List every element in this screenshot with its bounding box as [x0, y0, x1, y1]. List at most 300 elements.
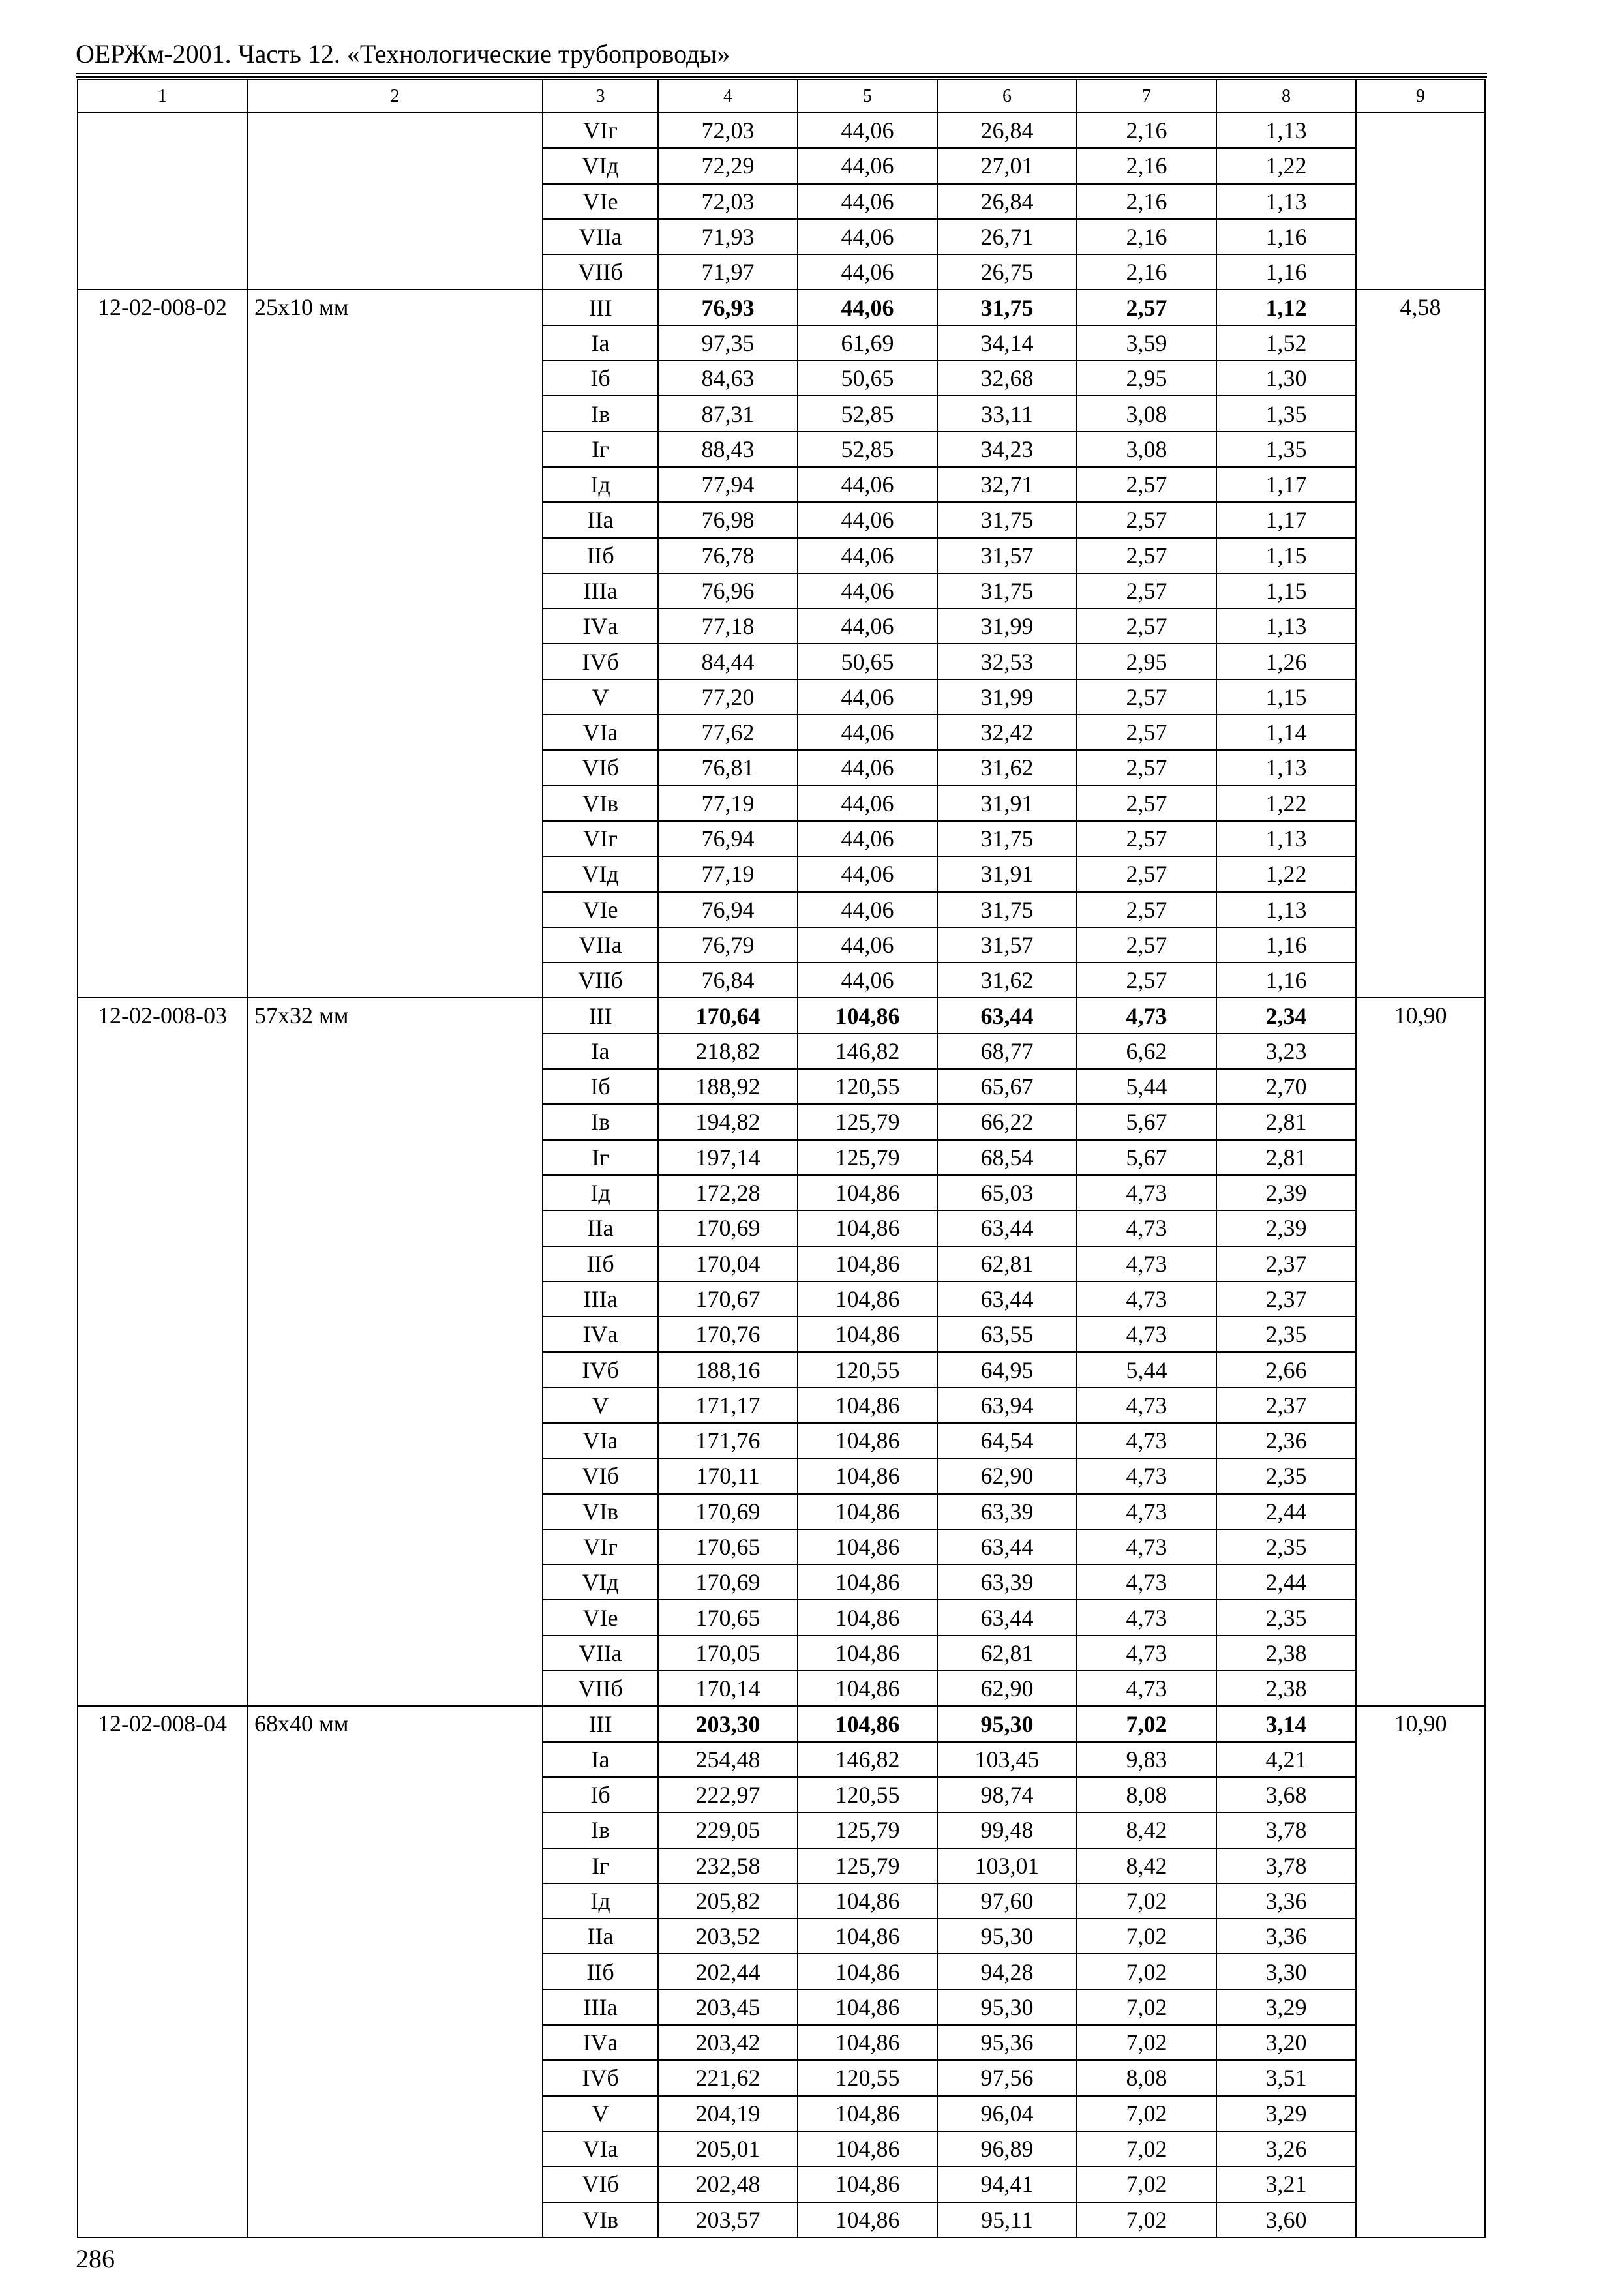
- value-cell: 2,44: [1216, 1564, 1356, 1600]
- region-code: Iг: [543, 1140, 658, 1175]
- value-cell: 2,35: [1216, 1317, 1356, 1352]
- value-cell: 63,55: [937, 1317, 1077, 1352]
- value-cell: 1,26: [1216, 644, 1356, 679]
- value-cell: 9,83: [1077, 1742, 1216, 1777]
- value-cell: 7,02: [1077, 1954, 1216, 1989]
- value-cell: 3,51: [1216, 2060, 1356, 2095]
- value-cell: 31,62: [937, 750, 1077, 785]
- value-cell: 71,93: [658, 219, 798, 254]
- region-code: IIIа: [543, 573, 658, 608]
- value-cell: 104,86: [798, 1494, 937, 1529]
- value-cell: 2,37: [1216, 1281, 1356, 1317]
- value-cell: 31,91: [937, 856, 1077, 891]
- value-cell: 1,35: [1216, 396, 1356, 431]
- value-cell: 95,36: [937, 2025, 1077, 2060]
- region-code: IIа: [543, 502, 658, 537]
- value-cell: 170,05: [658, 1636, 798, 1671]
- value-cell: 218,82: [658, 1034, 798, 1069]
- region-code: VIе: [543, 1600, 658, 1635]
- value-cell: 50,65: [798, 644, 937, 679]
- value-cell: 8,42: [1077, 1812, 1216, 1848]
- column-number: 8: [1216, 80, 1356, 113]
- value-cell: 44,06: [798, 573, 937, 608]
- value-cell: 31,91: [937, 786, 1077, 821]
- value-cell: 2,57: [1077, 538, 1216, 573]
- column-number: 6: [937, 80, 1077, 113]
- region-code: Iд: [543, 467, 658, 502]
- value-cell: 5,67: [1077, 1140, 1216, 1175]
- value-cell: 44,06: [798, 502, 937, 537]
- region-code: VIа: [543, 1423, 658, 1458]
- value-cell: 2,35: [1216, 1600, 1356, 1635]
- value-cell: 2,37: [1216, 1388, 1356, 1423]
- column-9-value: [1356, 113, 1485, 290]
- pipe-size: 25х10 мм: [247, 290, 543, 998]
- value-cell: 7,02: [1077, 2202, 1216, 2237]
- value-cell: 44,06: [798, 821, 937, 856]
- value-cell: 203,30: [658, 1706, 798, 1741]
- value-cell: 171,17: [658, 1388, 798, 1423]
- value-cell: 68,54: [937, 1140, 1077, 1175]
- value-cell: 52,85: [798, 432, 937, 467]
- value-cell: 229,05: [658, 1812, 798, 1848]
- value-cell: 7,02: [1077, 2166, 1216, 2202]
- value-cell: 96,04: [937, 2096, 1077, 2131]
- value-cell: 103,45: [937, 1742, 1077, 1777]
- value-cell: 1,17: [1216, 502, 1356, 537]
- page-number: 286: [76, 2244, 115, 2273]
- value-cell: 44,06: [798, 856, 937, 891]
- value-cell: 2,16: [1077, 254, 1216, 290]
- value-cell: 4,73: [1077, 1175, 1216, 1210]
- pipe-size: [247, 113, 543, 290]
- value-cell: 2,16: [1077, 113, 1216, 148]
- region-code: IVа: [543, 1317, 658, 1352]
- value-cell: 2,39: [1216, 1210, 1356, 1246]
- value-cell: 84,63: [658, 361, 798, 396]
- value-cell: 188,16: [658, 1352, 798, 1387]
- region-code: VIIа: [543, 927, 658, 963]
- value-cell: 2,16: [1077, 219, 1216, 254]
- region-code: VIIб: [543, 963, 658, 998]
- value-cell: 8,42: [1077, 1848, 1216, 1883]
- value-cell: 125,79: [798, 1104, 937, 1139]
- value-cell: 34,14: [937, 325, 1077, 361]
- value-cell: 104,86: [798, 1919, 937, 1954]
- value-cell: 31,57: [937, 538, 1077, 573]
- region-code: VIе: [543, 184, 658, 219]
- region-code: IVб: [543, 644, 658, 679]
- region-code: VIIб: [543, 254, 658, 290]
- value-cell: 63,44: [937, 998, 1077, 1033]
- value-cell: 77,19: [658, 856, 798, 891]
- value-cell: 52,85: [798, 396, 937, 431]
- value-cell: 202,44: [658, 1954, 798, 1989]
- value-cell: 2,57: [1077, 608, 1216, 644]
- value-cell: 31,75: [937, 892, 1077, 927]
- value-cell: 95,11: [937, 2202, 1077, 2237]
- region-code: VIг: [543, 821, 658, 856]
- column-number: 2: [247, 80, 543, 113]
- value-cell: 1,15: [1216, 538, 1356, 573]
- value-cell: 3,26: [1216, 2131, 1356, 2166]
- column-number: 9: [1356, 80, 1485, 113]
- table-body: [78, 80, 1485, 2237]
- header-rule: [76, 76, 1487, 78]
- region-code: IIа: [543, 1919, 658, 1954]
- value-cell: 26,75: [937, 254, 1077, 290]
- value-cell: 32,71: [937, 467, 1077, 502]
- value-cell: 66,22: [937, 1104, 1077, 1139]
- value-cell: 104,86: [798, 1990, 937, 2025]
- value-cell: 72,03: [658, 184, 798, 219]
- value-cell: 2,70: [1216, 1069, 1356, 1104]
- value-cell: 76,94: [658, 892, 798, 927]
- value-cell: 63,44: [937, 1529, 1077, 1564]
- value-cell: 1,17: [1216, 467, 1356, 502]
- value-cell: 1,35: [1216, 432, 1356, 467]
- pipe-size: 68х40 мм: [247, 1706, 543, 2237]
- region-code: VIв: [543, 786, 658, 821]
- value-cell: 95,30: [937, 1919, 1077, 1954]
- value-cell: 2,81: [1216, 1140, 1356, 1175]
- value-cell: 95,30: [937, 1706, 1077, 1741]
- value-cell: 3,23: [1216, 1034, 1356, 1069]
- region-code: VIв: [543, 1494, 658, 1529]
- region-code: VIIа: [543, 1636, 658, 1671]
- value-cell: 2,35: [1216, 1529, 1356, 1564]
- region-code: VIг: [543, 113, 658, 148]
- value-cell: 63,44: [937, 1281, 1077, 1317]
- value-cell: 31,99: [937, 608, 1077, 644]
- value-cell: 26,84: [937, 184, 1077, 219]
- value-cell: 2,39: [1216, 1175, 1356, 1210]
- value-cell: 32,68: [937, 361, 1077, 396]
- value-cell: 104,86: [798, 1388, 937, 1423]
- value-cell: 94,28: [937, 1954, 1077, 1989]
- value-cell: 5,44: [1077, 1069, 1216, 1104]
- value-cell: 65,67: [937, 1069, 1077, 1104]
- value-cell: 44,06: [798, 963, 937, 998]
- value-cell: 44,06: [798, 290, 937, 325]
- column-number: 5: [798, 80, 937, 113]
- value-cell: 2,34: [1216, 998, 1356, 1033]
- table-row: [78, 998, 1485, 1033]
- value-cell: 3,36: [1216, 1919, 1356, 1954]
- value-cell: 44,06: [798, 467, 937, 502]
- value-cell: 104,86: [798, 2131, 937, 2166]
- value-cell: 1,22: [1216, 148, 1356, 183]
- value-cell: 5,67: [1077, 1104, 1216, 1139]
- value-cell: 4,73: [1077, 1281, 1216, 1317]
- region-code: IIIа: [543, 1990, 658, 2025]
- value-cell: 197,14: [658, 1140, 798, 1175]
- region-code: Iа: [543, 1034, 658, 1069]
- table-row: [78, 290, 1485, 325]
- region-code: IIб: [543, 1954, 658, 1989]
- value-cell: 95,30: [937, 1990, 1077, 2025]
- region-code: VIв: [543, 2202, 658, 2237]
- value-cell: 44,06: [798, 786, 937, 821]
- region-code: Iв: [543, 396, 658, 431]
- value-cell: 2,44: [1216, 1494, 1356, 1529]
- region-code: VIа: [543, 2131, 658, 2166]
- value-cell: 1,15: [1216, 573, 1356, 608]
- value-cell: 1,16: [1216, 963, 1356, 998]
- value-cell: 44,06: [798, 219, 937, 254]
- value-cell: 1,15: [1216, 680, 1356, 715]
- value-cell: 32,53: [937, 644, 1077, 679]
- value-cell: 104,86: [798, 1883, 937, 1919]
- value-cell: 2,57: [1077, 467, 1216, 502]
- value-cell: 7,02: [1077, 1919, 1216, 1954]
- region-code: V: [543, 680, 658, 715]
- value-cell: 3,14: [1216, 1706, 1356, 1741]
- region-code: III: [543, 290, 658, 325]
- value-cell: 203,45: [658, 1990, 798, 2025]
- value-cell: 76,94: [658, 821, 798, 856]
- value-cell: 2,57: [1077, 290, 1216, 325]
- value-cell: 34,23: [937, 432, 1077, 467]
- value-cell: 125,79: [798, 1140, 937, 1175]
- value-cell: 202,48: [658, 2166, 798, 2202]
- value-cell: 2,37: [1216, 1246, 1356, 1281]
- value-cell: 26,84: [937, 113, 1077, 148]
- value-cell: 3,20: [1216, 2025, 1356, 2060]
- value-cell: 76,98: [658, 502, 798, 537]
- table-row: [78, 1706, 1485, 1741]
- value-cell: 170,04: [658, 1246, 798, 1281]
- value-cell: 1,13: [1216, 821, 1356, 856]
- value-cell: 2,57: [1077, 502, 1216, 537]
- value-cell: 3,68: [1216, 1777, 1356, 1812]
- value-cell: 1,13: [1216, 113, 1356, 148]
- column-number: 3: [543, 80, 658, 113]
- value-cell: 203,52: [658, 1919, 798, 1954]
- value-cell: 146,82: [798, 1742, 937, 1777]
- value-cell: 4,73: [1077, 1600, 1216, 1635]
- column-9-value: 10,90: [1356, 998, 1485, 1706]
- value-cell: 7,02: [1077, 2131, 1216, 2166]
- value-cell: 44,06: [798, 927, 937, 963]
- value-cell: 3,29: [1216, 1990, 1356, 2025]
- value-cell: 77,18: [658, 608, 798, 644]
- value-cell: 3,08: [1077, 432, 1216, 467]
- value-cell: 203,57: [658, 2202, 798, 2237]
- value-cell: 62,90: [937, 1458, 1077, 1493]
- value-cell: 76,84: [658, 963, 798, 998]
- value-cell: 120,55: [798, 2060, 937, 2095]
- value-cell: 254,48: [658, 1742, 798, 1777]
- value-cell: 63,44: [937, 1600, 1077, 1635]
- value-cell: 2,57: [1077, 715, 1216, 750]
- value-cell: 170,67: [658, 1281, 798, 1317]
- value-cell: 2,16: [1077, 148, 1216, 183]
- column-9-value: 10,90: [1356, 1706, 1485, 2237]
- region-code: Iб: [543, 1069, 658, 1104]
- value-cell: 4,21: [1216, 1742, 1356, 1777]
- rates-table: [77, 79, 1486, 2238]
- region-code: Iв: [543, 1812, 658, 1848]
- column-number: 4: [658, 80, 798, 113]
- value-cell: 2,57: [1077, 680, 1216, 715]
- value-cell: 1,16: [1216, 219, 1356, 254]
- value-cell: 63,94: [937, 1388, 1077, 1423]
- value-cell: 170,69: [658, 1210, 798, 1246]
- value-cell: 76,78: [658, 538, 798, 573]
- value-cell: 72,29: [658, 148, 798, 183]
- value-cell: 1,12: [1216, 290, 1356, 325]
- value-cell: 31,75: [937, 502, 1077, 537]
- region-code: IIб: [543, 538, 658, 573]
- value-cell: 5,44: [1077, 1352, 1216, 1387]
- value-cell: 97,56: [937, 2060, 1077, 2095]
- value-cell: 2,38: [1216, 1636, 1356, 1671]
- header-rule: [76, 73, 1487, 74]
- value-cell: 104,86: [798, 2096, 937, 2131]
- value-cell: 31,99: [937, 680, 1077, 715]
- value-cell: 44,06: [798, 148, 937, 183]
- value-cell: 232,58: [658, 1848, 798, 1883]
- value-cell: 1,13: [1216, 750, 1356, 785]
- value-cell: 170,69: [658, 1494, 798, 1529]
- value-cell: 104,86: [798, 2166, 937, 2202]
- region-code: VIд: [543, 148, 658, 183]
- value-cell: 120,55: [798, 1777, 937, 1812]
- value-cell: 76,96: [658, 573, 798, 608]
- value-cell: 2,57: [1077, 892, 1216, 927]
- value-cell: 4,73: [1077, 1671, 1216, 1706]
- region-code: Iв: [543, 1104, 658, 1139]
- value-cell: 62,90: [937, 1671, 1077, 1706]
- value-cell: 68,77: [937, 1034, 1077, 1069]
- value-cell: 2,57: [1077, 856, 1216, 891]
- value-cell: 125,79: [798, 1812, 937, 1848]
- region-code: VIб: [543, 2166, 658, 2202]
- value-cell: 31,62: [937, 963, 1077, 998]
- value-cell: 104,86: [798, 2025, 937, 2060]
- value-cell: 170,64: [658, 998, 798, 1033]
- value-cell: 3,78: [1216, 1812, 1356, 1848]
- value-cell: 125,79: [798, 1848, 937, 1883]
- value-cell: 1,30: [1216, 361, 1356, 396]
- region-code: IVб: [543, 1352, 658, 1387]
- value-cell: 170,14: [658, 1671, 798, 1706]
- value-cell: 4,73: [1077, 1388, 1216, 1423]
- value-cell: 205,82: [658, 1883, 798, 1919]
- value-cell: 4,73: [1077, 1246, 1216, 1281]
- value-cell: 188,92: [658, 1069, 798, 1104]
- value-cell: 7,02: [1077, 2096, 1216, 2131]
- value-cell: 2,95: [1077, 644, 1216, 679]
- value-cell: 203,42: [658, 2025, 798, 2060]
- value-cell: 104,86: [798, 1529, 937, 1564]
- column-number: 1: [78, 80, 247, 113]
- value-cell: 63,39: [937, 1564, 1077, 1600]
- value-cell: 77,19: [658, 786, 798, 821]
- region-code: VIе: [543, 892, 658, 927]
- value-cell: 120,55: [798, 1352, 937, 1387]
- value-cell: 170,65: [658, 1529, 798, 1564]
- value-cell: 204,19: [658, 2096, 798, 2131]
- value-cell: 1,13: [1216, 608, 1356, 644]
- table-row: [78, 113, 1485, 148]
- page-header: ОЕРЖм-2001. Часть 12. «Технологические трубопроводы»: [76, 39, 730, 68]
- value-cell: 170,76: [658, 1317, 798, 1352]
- value-cell: 33,11: [937, 396, 1077, 431]
- region-code: IIб: [543, 1246, 658, 1281]
- value-cell: 4,73: [1077, 1636, 1216, 1671]
- value-cell: 104,86: [798, 1636, 937, 1671]
- value-cell: 104,86: [798, 1706, 937, 1741]
- value-cell: 77,20: [658, 680, 798, 715]
- value-cell: 104,86: [798, 998, 937, 1033]
- region-code: Iд: [543, 1883, 658, 1919]
- value-cell: 44,06: [798, 254, 937, 290]
- value-cell: 2,81: [1216, 1104, 1356, 1139]
- value-cell: 50,65: [798, 361, 937, 396]
- value-cell: 7,02: [1077, 1883, 1216, 1919]
- value-cell: 96,89: [937, 2131, 1077, 2166]
- region-code: VIIа: [543, 219, 658, 254]
- value-cell: 221,62: [658, 2060, 798, 2095]
- value-cell: 4,73: [1077, 1210, 1216, 1246]
- value-cell: 44,06: [798, 892, 937, 927]
- value-cell: 104,86: [798, 1600, 937, 1635]
- value-cell: 97,60: [937, 1883, 1077, 1919]
- value-cell: 97,35: [658, 325, 798, 361]
- region-code: Iг: [543, 1848, 658, 1883]
- value-cell: 8,08: [1077, 1777, 1216, 1812]
- region-code: VIб: [543, 1458, 658, 1493]
- value-cell: 103,01: [937, 1848, 1077, 1883]
- value-cell: 104,86: [798, 1954, 937, 1989]
- value-cell: 7,02: [1077, 1706, 1216, 1741]
- value-cell: 77,94: [658, 467, 798, 502]
- region-code: III: [543, 998, 658, 1033]
- value-cell: 104,86: [798, 2202, 937, 2237]
- value-cell: 65,03: [937, 1175, 1077, 1210]
- value-cell: 62,81: [937, 1636, 1077, 1671]
- value-cell: 31,75: [937, 821, 1077, 856]
- value-cell: 72,03: [658, 113, 798, 148]
- value-cell: 3,36: [1216, 1883, 1356, 1919]
- value-cell: 44,06: [798, 680, 937, 715]
- value-cell: 87,31: [658, 396, 798, 431]
- value-cell: 1,22: [1216, 856, 1356, 891]
- value-cell: 62,81: [937, 1246, 1077, 1281]
- value-cell: 76,79: [658, 927, 798, 963]
- value-cell: 2,57: [1077, 927, 1216, 963]
- value-cell: 2,38: [1216, 1671, 1356, 1706]
- value-cell: 84,44: [658, 644, 798, 679]
- value-cell: 146,82: [798, 1034, 937, 1069]
- value-cell: 2,36: [1216, 1423, 1356, 1458]
- region-code: Iб: [543, 1777, 658, 1812]
- value-cell: 3,59: [1077, 325, 1216, 361]
- column-9-value: 4,58: [1356, 290, 1485, 998]
- rate-code: 12-02-008-03: [78, 998, 247, 1706]
- region-code: Iа: [543, 325, 658, 361]
- region-code: IIа: [543, 1210, 658, 1246]
- value-cell: 61,69: [798, 325, 937, 361]
- value-cell: 104,86: [798, 1671, 937, 1706]
- value-cell: 104,86: [798, 1246, 937, 1281]
- region-code: VIIб: [543, 1671, 658, 1706]
- region-code: IVб: [543, 2060, 658, 2095]
- value-cell: 88,43: [658, 432, 798, 467]
- value-cell: 3,78: [1216, 1848, 1356, 1883]
